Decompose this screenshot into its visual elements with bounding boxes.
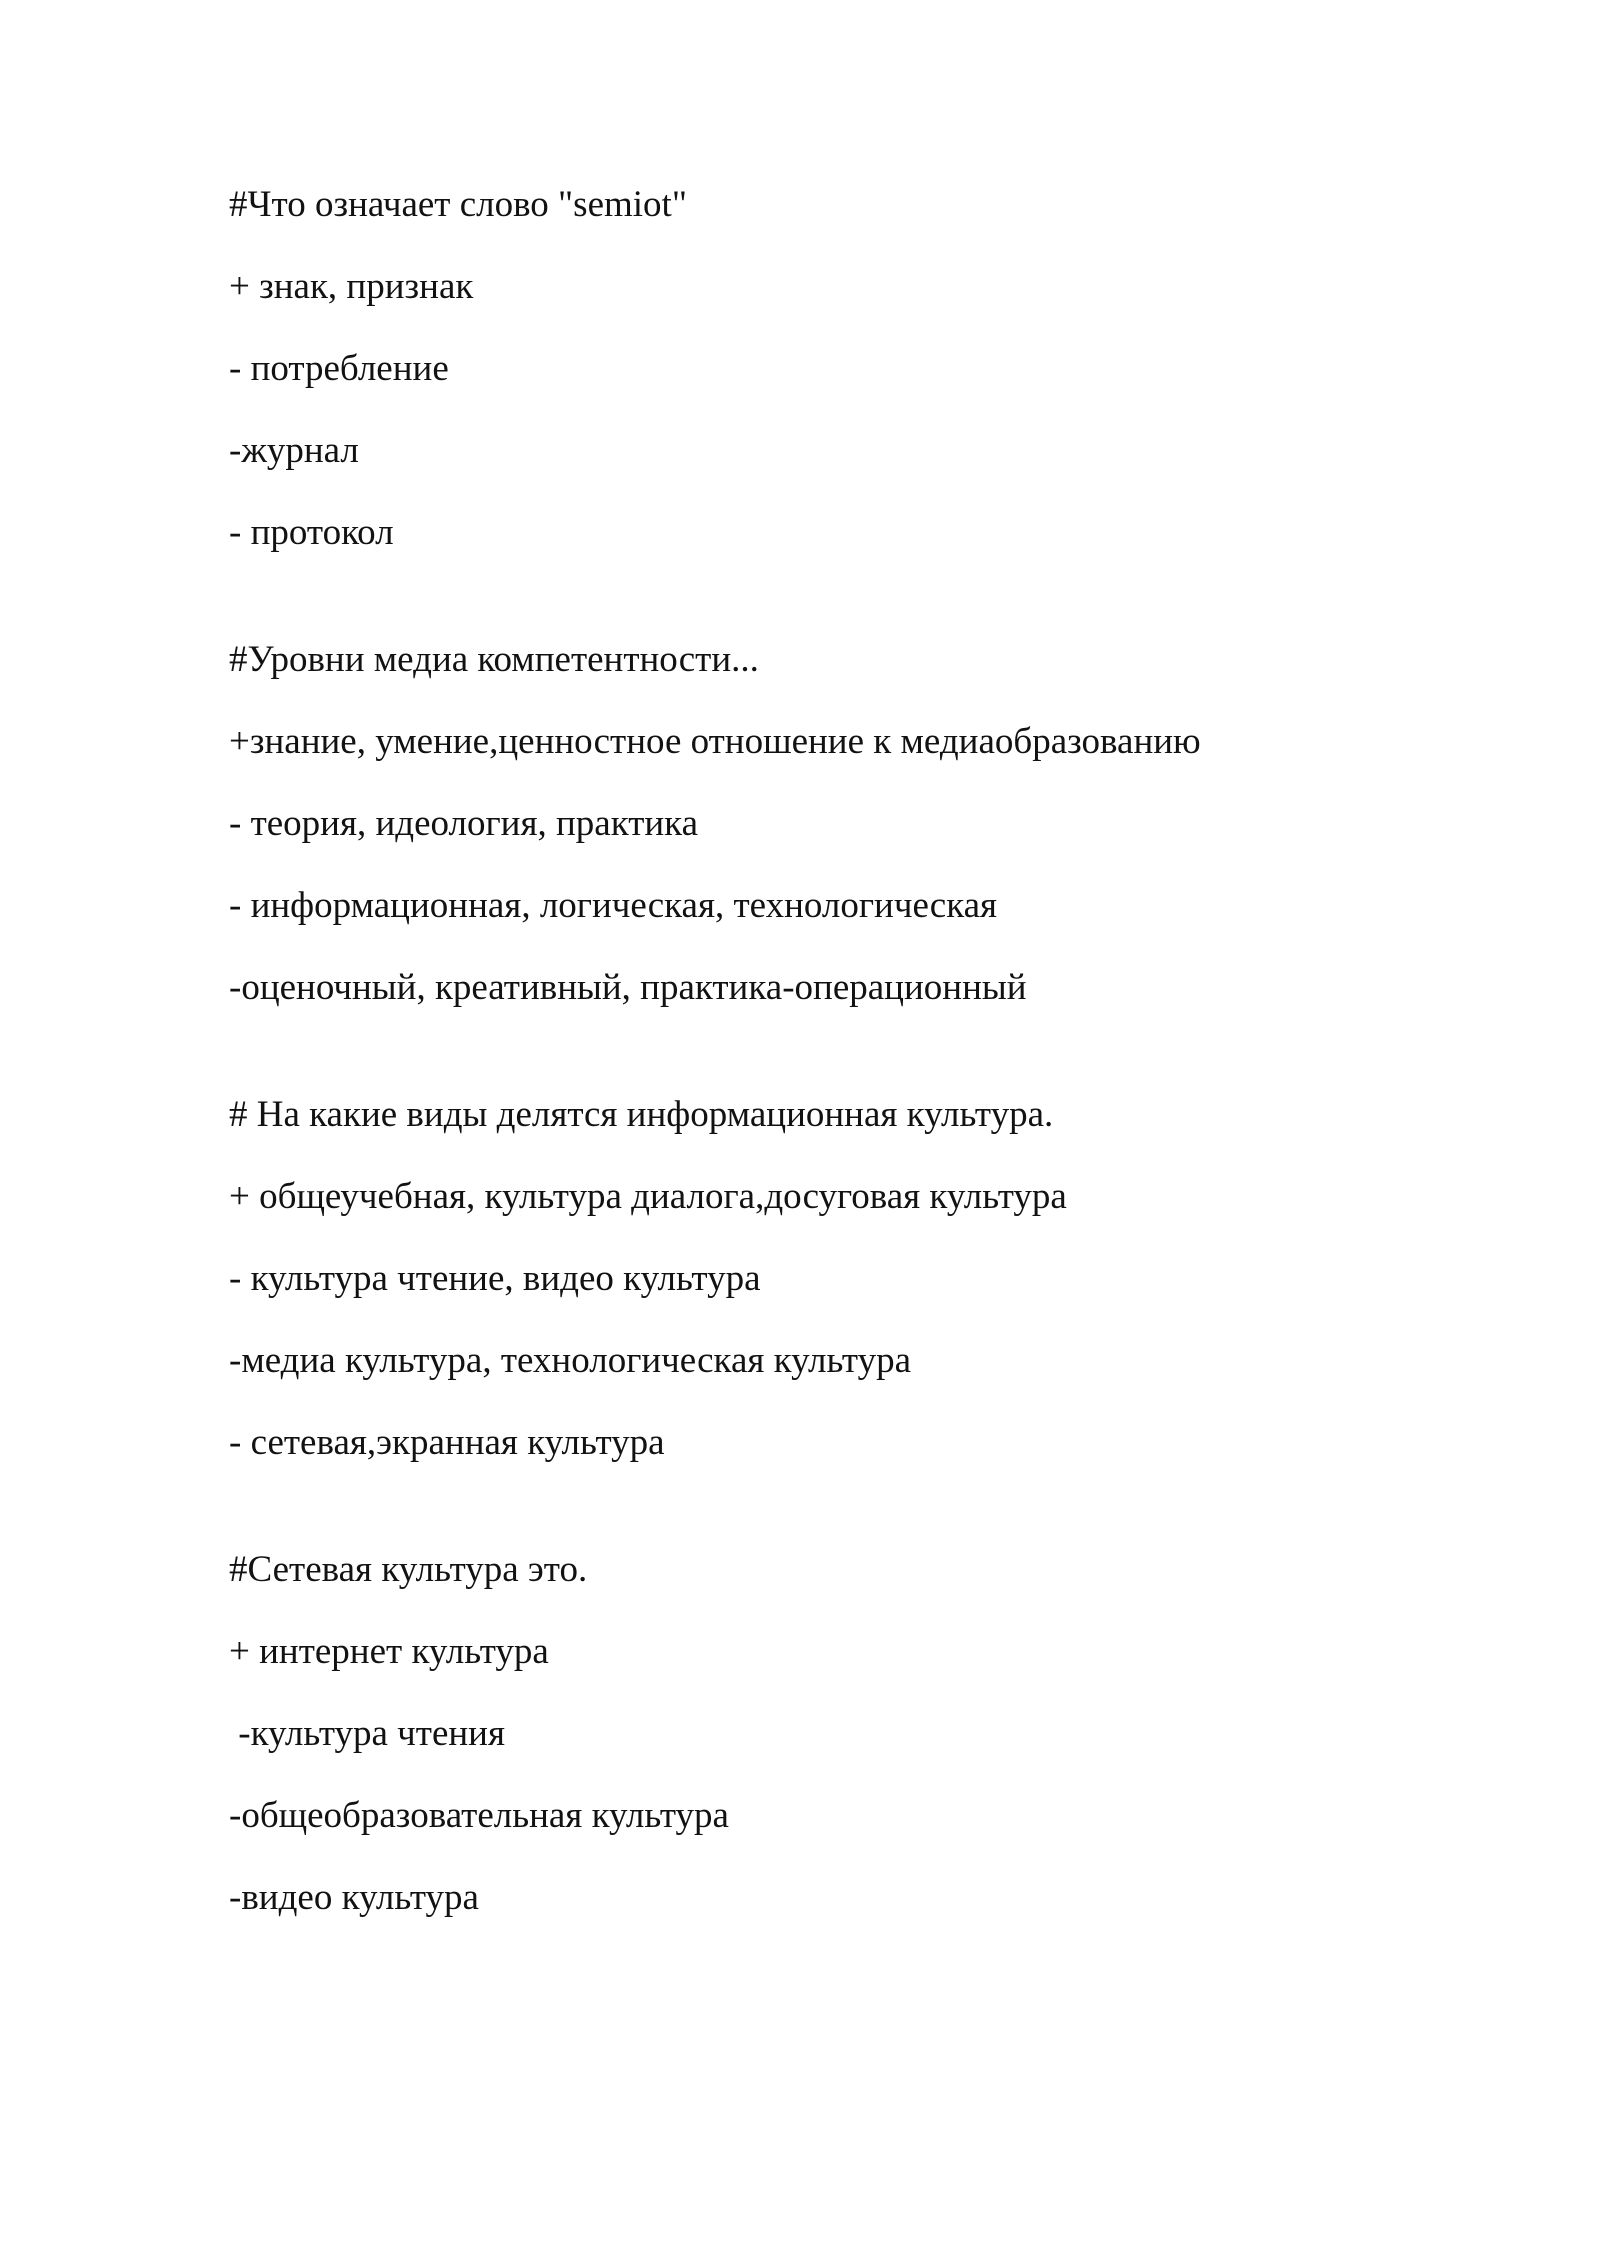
answer-option: - теория, идеология, практика xyxy=(229,803,699,844)
answer-option-correct: + интернет культура xyxy=(229,1631,549,1672)
answer-option-correct: + знак, признак xyxy=(229,266,474,307)
answer-option: - потребление xyxy=(229,348,449,389)
question-block-3 xyxy=(229,1092,1480,1465)
answer-option: -культура чтения xyxy=(229,1713,506,1754)
question-text: #Сетевая культура это. xyxy=(229,1549,588,1590)
question-text: #Что означает слово "semiot" xyxy=(229,184,687,225)
answer-option: - информационная, логическая, технологическая xyxy=(229,885,998,926)
answer-option: -оценочный, креативный, практика-операционный xyxy=(229,967,1027,1008)
answer-option: - протокол xyxy=(229,512,394,553)
answer-option: -медиа культура, технологическая культура xyxy=(229,1340,912,1381)
question-block-2 xyxy=(229,637,1480,1010)
answer-option: -журнал xyxy=(229,430,359,471)
question-text: # На какие виды делятся информационная культура. xyxy=(229,1094,1054,1135)
question-text: #Уровни медиа компетентности... xyxy=(229,639,759,680)
answer-option: -общеобразовательная культура xyxy=(229,1795,729,1836)
answer-option-correct: +знание, умение,ценностное отношение к медиаобразованию xyxy=(229,721,1201,762)
question-block-1 xyxy=(229,182,1480,555)
question-block-4 xyxy=(229,1547,1480,1920)
answer-option: - культура чтение, видео культура xyxy=(229,1258,761,1299)
answer-option: - сетевая,экранная культура xyxy=(229,1422,665,1463)
answer-option-correct: + общеучебная, культура диалога,досуговая культура xyxy=(229,1176,1067,1217)
answer-option: -видео культура xyxy=(229,1877,479,1918)
